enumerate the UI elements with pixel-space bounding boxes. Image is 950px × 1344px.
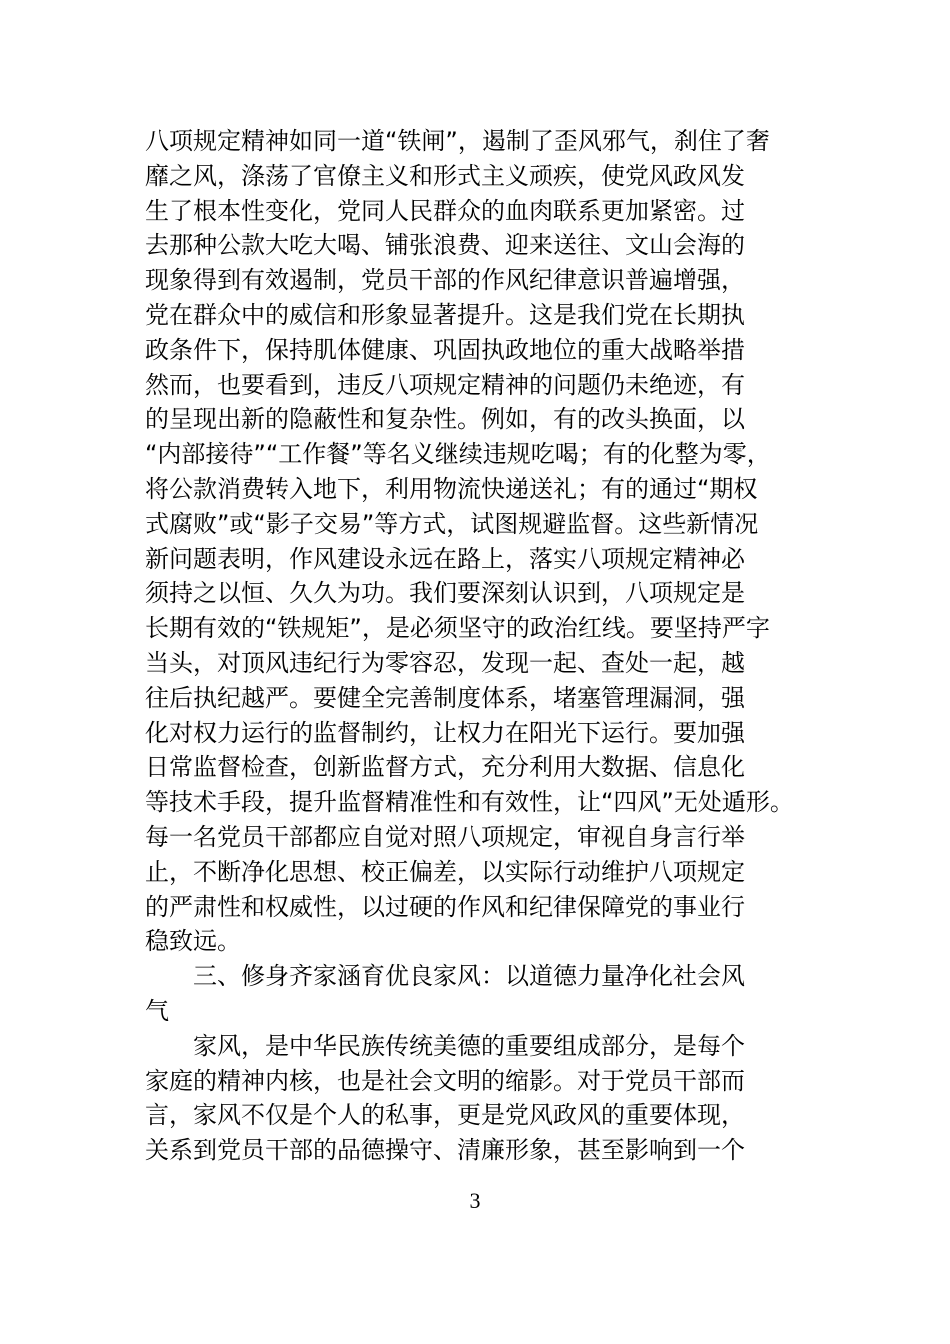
- text-line: 每一名党员干部都应自觉对照八项规定，审视自身言行举: [145, 822, 745, 851]
- section-heading-continuation: 气: [145, 996, 169, 1025]
- text-line: 去那种公款大吃大喝、铺张浪费、迎来送往、文山会海的: [145, 231, 745, 260]
- page-number: 3: [469, 1188, 481, 1213]
- text-line: 往后执纪越严。要健全完善制度体系，堵塞管理漏洞，强: [145, 683, 745, 712]
- text-line: 长期有效的“铁规矩”，是必须坚守的政治红线。要坚持严字: [145, 614, 770, 643]
- text-line: 的呈现出新的隐蔽性和复杂性。例如，有的改头换面，以: [145, 405, 745, 434]
- text-line: “内部接待”“工作餐”等名义继续违规吃喝；有的化整为零，: [145, 440, 771, 469]
- body-text: [145, 124, 813, 1168]
- text-line: 稳致远。: [145, 927, 241, 956]
- text-line: 八项规定精神如同一道“铁闸”，遏制了歪风邪气，刹住了奢: [145, 127, 770, 155]
- text-line: 式腐败”或“影子交易”等方式，试图规避监督。这些新情况: [145, 509, 759, 538]
- text-line: 将公款消费转入地下，利用物流快递送礼；有的通过“期权: [145, 474, 758, 503]
- text-line: 生了根本性变化，党同人民群众的血肉联系更加紧密。过: [145, 196, 745, 225]
- text-line: 关系到党员干部的品德操守、清廉形象，甚至影响到一个: [145, 1136, 745, 1165]
- text-line: 现象得到有效遏制，党员干部的作风纪律意识普遍增强，: [145, 266, 745, 295]
- section-heading: 三、修身齐家涵育优良家风：以道德力量净化社会风: [193, 962, 745, 991]
- text-line: 化对权力运行的监督制约，让权力在阳光下运行。要加强: [145, 718, 745, 747]
- text-line: 当头，对顶风违纪行为零容忍，发现一起、查处一起，越: [145, 648, 745, 677]
- text-line: 的严肃性和权威性，以过硬的作风和纪律保障党的事业行: [145, 892, 745, 921]
- text-line: 党在群众中的威信和形象显著提升。这是我们党在长期执: [145, 300, 745, 329]
- text-line: 言，家风不仅是个人的私事，更是党风政风的重要体现，: [145, 1101, 745, 1130]
- text-line: 靡之风，涤荡了官僚主义和形式主义顽疾，使党风政风发: [145, 161, 745, 190]
- text-line: 等技术手段，提升监督精准性和有效性，让“四风”无处遁形。: [145, 788, 794, 817]
- text-line: 家风，是中华民族传统美德的重要组成部分，是每个: [193, 1031, 745, 1060]
- text-line: 日常监督检查，创新监督方式，充分利用大数据、信息化: [145, 753, 745, 782]
- text-line: 止，不断净化思想、校正偏差，以实际行动维护八项规定: [145, 857, 745, 886]
- text-line: 新问题表明，作风建设永远在路上，落实八项规定精神必: [145, 544, 745, 573]
- text-line: 然而，也要看到，违反八项规定精神的问题仍未绝迹，有: [145, 370, 745, 399]
- text-line: 须持之以恒、久久为功。我们要深刻认识到，八项规定是: [145, 579, 745, 608]
- text-line: 家庭的精神内核，也是社会文明的缩影。对于党员干部而: [145, 1066, 745, 1095]
- text-line: 政条件下，保持肌体健康、巩固执政地位的重大战略举措: [145, 335, 745, 364]
